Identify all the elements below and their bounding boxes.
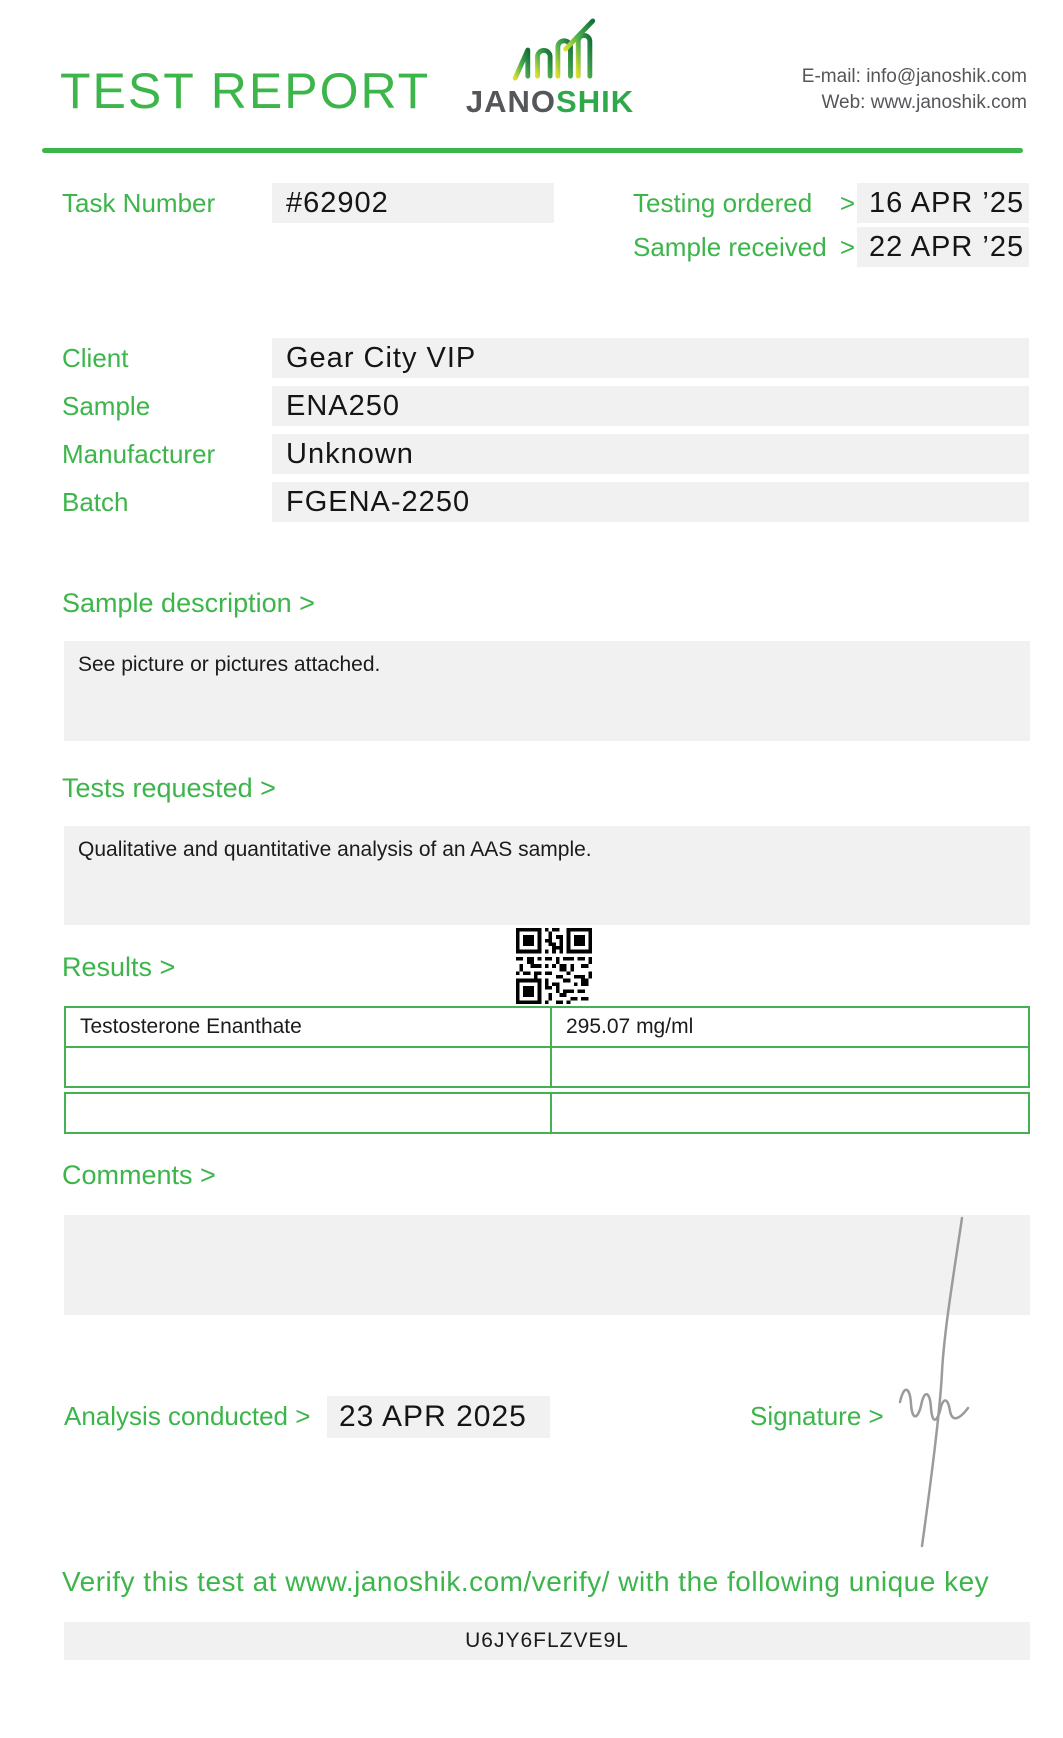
results-row [64,1006,1030,1048]
sample-label: Sample [62,391,151,421]
header-divider [42,148,1023,153]
contact-email: E-mail: info@janoshik.com [801,66,1027,87]
sample-description-heading: Sample description > [62,588,315,618]
task-number-field [272,183,554,223]
task-number-label: Task Number [62,188,216,218]
result-substance-cell [66,1048,552,1086]
manufacturer-value: Unknown [286,438,414,470]
results-row [64,1046,1030,1088]
janoshik-logo-text [462,84,638,120]
testing-ordered-value: 16 APR ’25 [869,187,1025,219]
results-heading: Results > [62,952,176,982]
sample-received-field [857,227,1029,267]
batch-field [272,482,1029,522]
verify-key-field [64,1622,1030,1660]
sample-field [272,386,1029,426]
sample-received-label: Sample received > [633,227,855,267]
sample-description-box [64,641,1030,741]
page-title: TEST REPORT [60,63,431,119]
result-value: 295.07 mg/ml [566,1015,694,1038]
testing-ordered-field [857,183,1029,223]
analysis-conducted-label: Analysis conducted > [64,1401,311,1431]
results-row [64,1092,1030,1134]
batch-value: FGENA-2250 [286,486,471,518]
tests-requested-heading: Tests requested > [62,773,276,803]
result-value-cell [552,1008,1028,1046]
analysis-date-field [327,1396,550,1438]
verify-key-value: U6JY6FLZVE9L [465,1629,629,1652]
sample-value: ENA250 [286,390,401,422]
contact-web: Web: www.janoshik.com [821,92,1027,113]
sample-description-text: See picture or pictures attached. [78,653,381,676]
task-number-value: #62902 [286,187,389,219]
comments-heading: Comments > [62,1160,216,1190]
signature-image [882,1212,997,1562]
signature-label: Signature > [750,1401,884,1431]
result-value-cell [552,1094,1028,1132]
manufacturer-field [272,434,1029,474]
manufacturer-label: Manufacturer [62,439,216,469]
client-label: Client [62,343,129,373]
client-field [272,338,1029,378]
tests-requested-text: Qualitative and quantitative analysis of an AAS sample. [78,838,592,861]
analysis-date-value: 23 APR 2025 [339,1400,527,1433]
testing-ordered-label: Testing ordered > [633,183,855,223]
batch-label: Batch [62,487,129,517]
logo-text-primary: JANO [465,84,557,119]
qr-code [516,928,592,1009]
sample-received-value: 22 APR ’25 [869,231,1025,263]
arrow-glyph: > [839,188,855,218]
result-value-cell [552,1048,1028,1086]
result-substance-cell [66,1008,552,1046]
result-substance-cell [66,1094,552,1132]
logo-text-secondary: SHIK [556,84,635,119]
client-value: Gear City VIP [286,342,477,374]
result-substance: Testosterone Enanthate [80,1015,302,1038]
tests-requested-box [64,826,1030,925]
arrow-glyph: > [839,232,855,262]
verify-instruction: Verify this test at www.janoshik.com/verify/ with the following unique key [62,1566,990,1597]
janoshik-logo-icon [508,18,598,87]
contact-info [802,64,1027,116]
